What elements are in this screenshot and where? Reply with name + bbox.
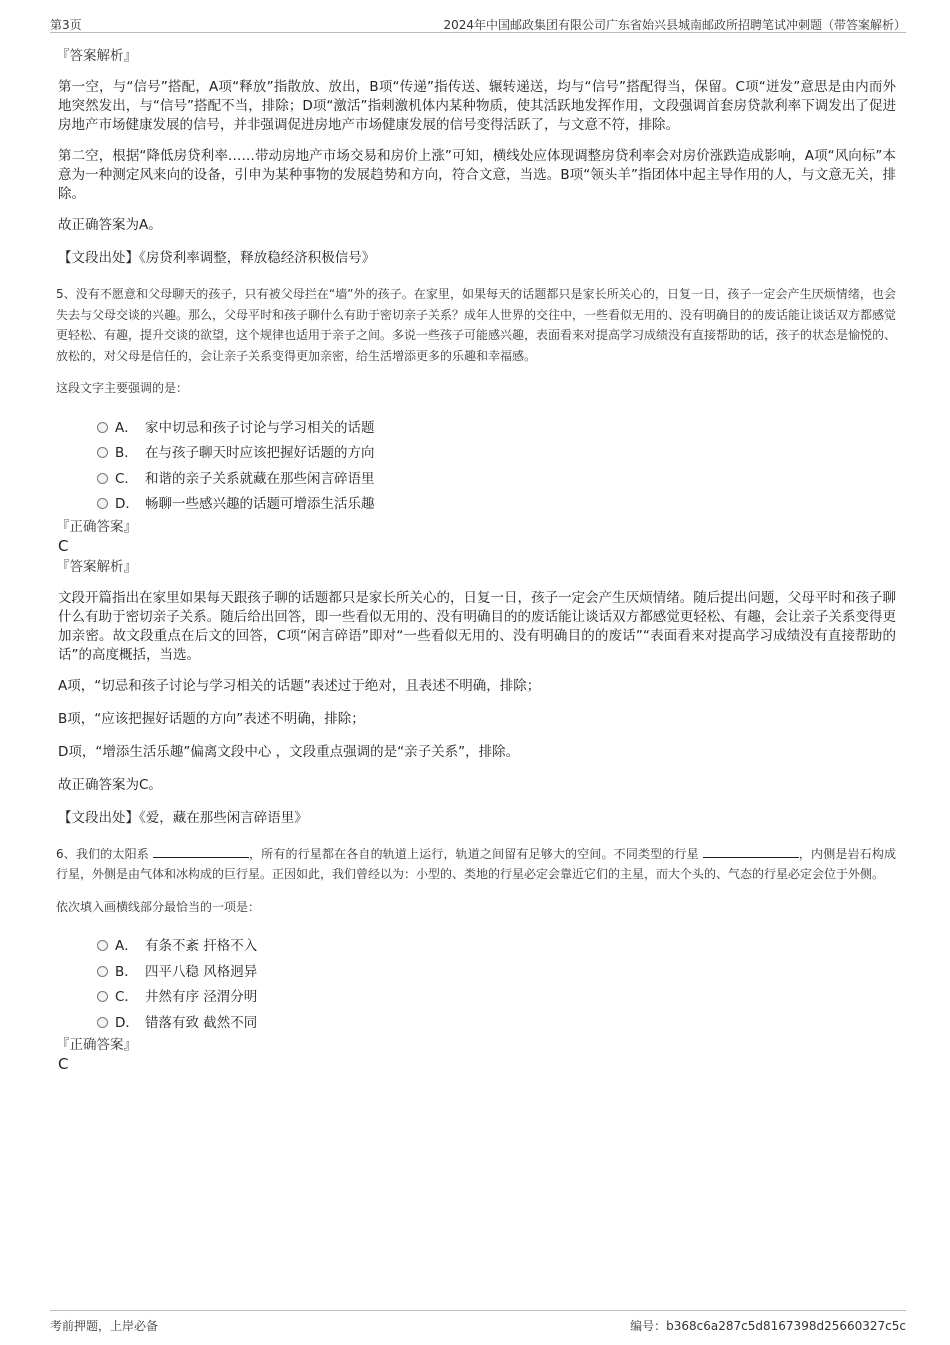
option-b[interactable]: B． 四平八稳 风格迥异	[56, 957, 896, 983]
analysis-paragraph: 第一空，与“信号”搭配，A项“释放”指散放、放出，B项“传递”指传送、辗转递送，均与“信号”搭配得当，保留。C项“迸发”意思是由内而外地突然发出，与“信号”搭配不当，排除；D项“激活”指刺激机体内某种物质，使其活跃地发挥作用，文段强调首套房贷款利率下调发出了促进房地产市场健康发展的信号，并非强调促进房地产市场健康发展的信号变得活跃了，与文意不符，排除。	[58, 79, 896, 133]
question-prompt: 这段文字主要强调的是：	[56, 381, 189, 395]
radio-icon[interactable]	[97, 940, 108, 951]
option-a[interactable]: A． 有条不紊 扞格不入	[56, 931, 896, 957]
analysis-label: 『答案解析』	[56, 48, 137, 64]
radio-icon[interactable]	[97, 422, 108, 433]
correct-answer-label: 『正确答案』	[56, 518, 137, 535]
fill-blank	[703, 846, 799, 858]
analysis-paragraph: A项，“切忌和孩子讨论与学习相关的话题”表述过于绝对，且表述不明确，排除；	[58, 677, 541, 694]
question-prompt: 依次填入画横线部分最恰当的一项是：	[56, 899, 261, 914]
option-d[interactable]: D． 错落有致 截然不同	[56, 1008, 896, 1034]
radio-icon[interactable]	[97, 498, 108, 509]
analysis-conclusion: 故正确答案为C。	[58, 776, 162, 793]
analysis-conclusion: 故正确答案为A。	[58, 217, 162, 233]
radio-icon[interactable]	[97, 966, 108, 977]
page-number: 第3页	[50, 18, 82, 32]
radio-icon[interactable]	[97, 473, 108, 484]
radio-icon[interactable]	[97, 447, 108, 458]
analysis-label: 『答案解析』	[56, 558, 137, 575]
radio-icon[interactable]	[97, 1017, 108, 1028]
option-d[interactable]: D． 畅聊一些感兴趣的话题可增添生活乐趣	[56, 489, 896, 515]
analysis-paragraph: 文段开篇指出在家里如果每天跟孩子聊的话题都只是家长所关心的，日复一日，孩子一定会产生厌烦情绪。随后提出问题，父母平时和孩子聊什么有助于密切亲子关系。随后给出回答，即一些看似无用的、没有明确目的的废话能让谈话双方都感觉更轻松、有趣，会让亲子关系变得更加亲密。故文段重点在后文的回答，C项“闲言碎语”即对“一些看似无用的、没有明确目的的废话”“表面看来对提高学习成绩没有直接帮助的话”的高度概括，当选。	[58, 589, 896, 663]
source-citation: 【文段出处】《房贷利率调整，释放稳经济积极信号》	[58, 250, 376, 266]
option-c[interactable]: C． 和谐的亲子关系就藏在那些闲言碎语里	[56, 464, 896, 490]
option-c[interactable]: C． 井然有序 泾渭分明	[56, 982, 896, 1008]
options-list	[56, 931, 896, 1033]
question-stem: 6、我们的太阳系 ，所有的行星都在各自的轨道上运行，轨道之间留有足够大的空间。不同类型的行星 ，内侧是岩石构成行星，外侧是由气体和冰构成的巨行星。正因如此，我们曾经以为：小型的、类地的行星必定会靠近它们的主星，而大个头的、气态的行星必定会位于外侧。	[56, 846, 896, 881]
analysis-paragraph: B项，“应该把握好话题的方向”表述不明确，排除；	[58, 710, 365, 727]
option-a[interactable]: A． 家中切忌和孩子讨论与学习相关的话题	[56, 413, 896, 439]
main-content	[56, 40, 896, 1073]
correct-answer: C	[58, 1055, 69, 1073]
correct-answer: C	[58, 536, 69, 555]
document-title: 2024年中国邮政集团有限公司广东省始兴县城南邮政所招聘笔试冲刺题（带答案解析）	[443, 18, 906, 32]
page-header	[50, 14, 906, 33]
fill-blank	[153, 846, 249, 858]
analysis-paragraph: 第二空，根据“降低房贷利率……带动房地产市场交易和房价上涨”可知，横线处应体现调整房贷利率会对房价涨跌造成影响，A项“风向标”本意为一种测定风来向的设备，引申为某种事物的发展趋势和方向，符合文意，当选。B项“领头羊”指团体中起主导作用的人，与文意无关，排除。	[58, 148, 896, 202]
footer-slogan: 考前押题，上岸必备	[50, 1319, 159, 1333]
document-id: 编号：b368c6a287c5d8167398d25660327c5c	[630, 1319, 906, 1333]
page-footer	[50, 1310, 906, 1335]
analysis-paragraph: D项，“增添生活乐趣”偏离文段中心 ，文段重点强调的是“亲子关系”，排除。	[58, 743, 520, 760]
radio-icon[interactable]	[97, 991, 108, 1002]
options-list	[56, 413, 896, 515]
question-stem: 5、没有不愿意和父母聊天的孩子，只有被父母拦在“墙”外的孩子。在家里，如果每天的话题都只是家长所关心的，日复一日，孩子一定会产生厌烦情绪，也会失去与父母交谈的兴趣。那么，父母平时和孩子聊什么有助于密切亲子关系？成年人世界的交往中，一些看似无用的、没有明确目的的废话能让谈话双方都感觉更轻松、有趣，提升交谈的欲望，这个规律也适用于亲子之间。多说一些孩子可能感兴趣，表面看来对提高学习成绩没有直接帮助的话，孩子的状态是愉悦的、放松的，对父母是信任的，会让亲子关系变得更加亲密，给生活增添更多的乐趣和幸福感。	[56, 287, 897, 363]
option-b[interactable]: B． 在与孩子聊天时应该把握好话题的方向	[56, 438, 896, 464]
correct-answer-label: 『正确答案』	[56, 1037, 137, 1053]
source-citation: 【文段出处】《爱，藏在那些闲言碎语里》	[58, 809, 308, 826]
